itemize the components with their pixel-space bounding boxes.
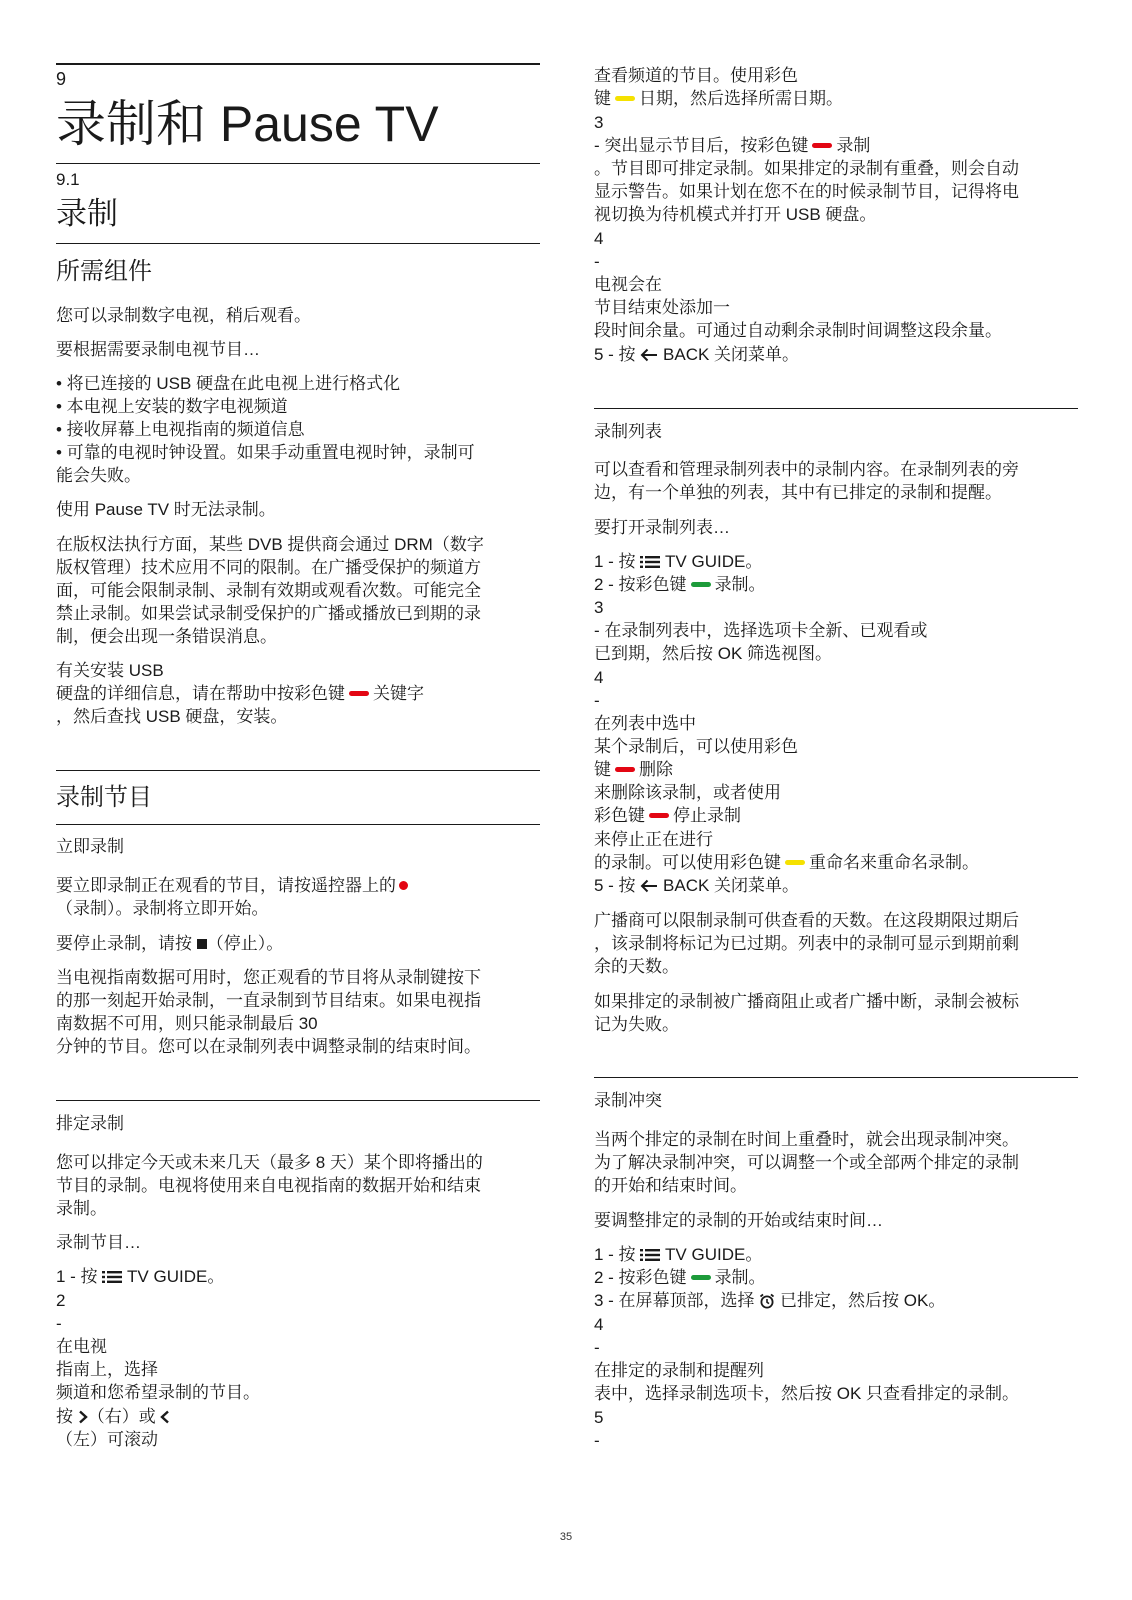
schedule-step-4: 4 [594, 229, 604, 248]
conflict-step-5: 5 [594, 1408, 604, 1427]
list-step-4: 彩色键 停止录制 [594, 806, 741, 825]
tv-guide-icon [640, 1248, 660, 1262]
schedule-step-2: 指南上，选择 [56, 1360, 158, 1379]
conflict-step-4: 表中，选择录制选项卡，然后按 OK 只查看排定的录制。 [594, 1384, 1020, 1403]
schedule-step-4: 电视会在 [594, 275, 662, 294]
subsection-rule [56, 770, 540, 771]
schedule-step-2: 频道和您希望录制的节目。 [56, 1383, 260, 1402]
recordings-list-text: 可以查看和管理录制列表中的录制内容。在录制列表的旁 [594, 460, 1019, 479]
scroll-line: 按 （右）或 [56, 1405, 170, 1429]
subsection-rule [56, 824, 540, 825]
recordings-list-heading: 录制列表 [594, 422, 662, 441]
guide-data-line: 的那一刻起开始录制，一直录制到节目结束。如果电视指 [56, 991, 481, 1010]
list-step-4: 来删除该录制，或者使用 [594, 783, 781, 802]
schedule-step-4: - [594, 252, 600, 271]
requirement-bullet-cont: 能会失败。 [56, 466, 141, 485]
subsection-rule [56, 243, 540, 244]
guide-data-line: 分钟的节目。您可以在录制列表中调整录制的结束时间。 [56, 1037, 481, 1056]
conflict-step-3: 3 - 在屏幕顶部，选择 已排定，然后按 OK。 [594, 1291, 946, 1310]
conflicts-text: 当两个排定的录制在时间上重叠时，就会出现录制冲突。 [594, 1130, 1019, 1149]
failed-text: 记为失败。 [594, 1015, 679, 1034]
schedule-text-line: 节目的录制。电视将使用来自电视指南的数据开始和结束 [56, 1176, 481, 1195]
schedule-lead: 录制节目… [56, 1233, 141, 1252]
section-number: 9.1 [56, 170, 80, 189]
drm-text-line: 在版权法执行方面，某些 DVB 提供商会通过 DRM（数字 [56, 535, 484, 554]
green-key-icon [691, 582, 711, 587]
list-step-2: 2 - 按彩色键 录制。 [594, 575, 766, 594]
failed-text: 如果排定的录制被广播商阻止或者广播中断，录制会被标 [594, 992, 1019, 1011]
schedule-step-3: 视切换为待机模式并打开 USB 硬盘。 [594, 205, 877, 224]
yellow-key-icon [785, 860, 805, 865]
list-step-3: - 在录制列表中，选择选项卡全新、已观看或 [594, 621, 928, 640]
conflicts-text: 的开始和结束时间。 [594, 1176, 747, 1195]
yellow-key-icon [615, 96, 635, 101]
chapter-number: 9 [56, 69, 67, 89]
schedule-text-line: 录制。 [56, 1199, 107, 1218]
requirement-bullet: • 接收屏幕上电视指南的频道信息 [56, 420, 305, 439]
record-now-line: （录制）。录制将立即开始。 [56, 899, 269, 918]
conflict-step-4: 4 [594, 1315, 604, 1334]
guide-data-line: 南数据不可用，则只能录制最后 30 [56, 1014, 318, 1033]
schedule-step-3: - 突出显示节目后，按彩色键 录制 [594, 136, 871, 155]
conflict-step-2: 2 - 按彩色键 录制。 [594, 1268, 766, 1287]
chevron-right-icon [78, 1410, 88, 1424]
expire-text: ，该录制将标记为已过期。列表中的录制可显示到期前剩 [594, 934, 1019, 953]
subsection-rule [594, 1077, 1078, 1078]
conflict-step-1: 1 - 按 TV GUIDE。 [594, 1245, 763, 1264]
requirement-bullet: • 将已连接的 USB 硬盘在此电视上进行格式化 [56, 374, 401, 393]
drm-text-line: 禁止录制。如果尝试录制受保护的广播或播放已到期的录 [56, 604, 481, 623]
stop-record-line: 要停止录制，请按 （停止）。 [56, 934, 284, 953]
usb-help-line: ，然后查找 USB 硬盘，安装。 [56, 707, 288, 726]
record-program-heading: 录制节目 [56, 784, 152, 811]
drm-text-line: 制，便会出现一条错误消息。 [56, 627, 277, 646]
conflict-step-4: - [594, 1338, 600, 1357]
list-step-4: 的录制。可以使用彩色键 重命名来重命名录制。 [594, 853, 979, 872]
list-step-5: 5 - 按 BACK 关闭菜单。 [594, 876, 800, 895]
requirement-bullet: • 本电视上安装的数字电视频道 [56, 397, 288, 416]
section-rule [56, 163, 540, 164]
schedule-step-4: 节目结束处添加一 [594, 298, 730, 317]
schedule-step-3: 显示警告。如果计划在您不在的时候录制节目，记得将电 [594, 182, 1019, 201]
schedule-step-2-cont: 键 日期，然后选择所需日期。 [594, 89, 843, 108]
conflicts-lead: 要调整排定的录制的开始或结束时间… [594, 1211, 883, 1230]
expire-text: 广播商可以限制录制可供查看的天数。在这段期限过期后 [594, 911, 1019, 930]
green-key-icon [691, 1275, 711, 1280]
schedule-step-2: - [56, 1314, 62, 1333]
list-step-3: 3 [594, 598, 604, 617]
recordings-list-text: 边，有一个单独的列表，其中有已排定的录制和提醒。 [594, 483, 1002, 502]
schedule-step-2: 在电视 [56, 1337, 107, 1356]
subsection-rule [594, 408, 1078, 409]
schedule-step-4: 段时间余量。可通过自动剩余录制时间调整这段余量。 [594, 321, 1002, 340]
red-key-icon [615, 767, 635, 772]
list-step-4: - [594, 691, 600, 710]
red-key-icon [649, 813, 669, 818]
conflict-step-5: - [594, 1431, 600, 1450]
chapter-rule [56, 63, 540, 65]
list-step-4: 某个录制后，可以使用彩色 [594, 737, 798, 756]
list-step-4: 键 删除 [594, 760, 673, 779]
schedule-step-2: 2 [56, 1291, 66, 1310]
alarm-clock-icon [759, 1293, 775, 1309]
stop-icon [197, 939, 207, 949]
schedule-step-3: 3 [594, 113, 604, 132]
list-step-1: 1 - 按 TV GUIDE。 [594, 552, 763, 571]
list-step-3: 已到期，然后按 OK 筛选视图。 [594, 644, 833, 663]
red-key-icon [812, 143, 832, 148]
recordings-list-lead: 要打开录制列表… [594, 518, 730, 537]
guide-data-line: 当电视指南数据可用时，您正观看的节目将从录制键按下 [56, 968, 481, 987]
conflicts-text: 为了解决录制冲突，可以调整一个或全部两个排定的录制 [594, 1153, 1019, 1172]
red-key-icon [349, 691, 369, 696]
usb-help-line: 有关安装 USB [56, 661, 164, 680]
chapter-title: 录制和 Pause TV [56, 96, 439, 152]
section-title: 录制 [56, 196, 118, 231]
requirement-bullet: • 可靠的电视时钟设置。如果手动重置电视时钟，录制可 [56, 443, 475, 462]
back-arrow-icon [640, 879, 658, 893]
chevron-left-icon [160, 1410, 170, 1424]
record-now-line: 要立即录制正在观看的节目，请按遥控器上的 [56, 874, 408, 898]
list-step-4: 来停止正在进行 [594, 830, 713, 849]
schedule-step-5: 5 - 按 BACK 关闭菜单。 [594, 345, 800, 364]
usb-help-line: 硬盘的详细信息，请在帮助中按彩色键 关键字 [56, 684, 424, 703]
requirements-intro: 您可以录制数字电视，稍后观看。 [56, 306, 311, 325]
schedule-step-2-cont: 查看频道的节目。使用彩色 [594, 66, 798, 85]
record-now-heading: 立即录制 [56, 837, 124, 856]
conflicts-heading: 录制冲突 [594, 1091, 662, 1110]
conflict-step-4: 在排定的录制和提醒列 [594, 1361, 764, 1380]
list-step-4: 在列表中选中 [594, 714, 696, 733]
subsection-rule [56, 1100, 540, 1101]
back-arrow-icon [640, 348, 658, 362]
tv-guide-icon [102, 1270, 122, 1284]
list-step-4: 4 [594, 668, 604, 687]
tv-guide-icon [640, 555, 660, 569]
record-dot-icon [399, 881, 408, 890]
scroll-line: （左）可滚动 [56, 1430, 158, 1449]
schedule-step-3: 。节目即可排定录制。如果排定的录制有重叠，则会自动 [594, 159, 1019, 178]
pause-tv-note: 使用 Pause TV 时无法录制。 [56, 500, 276, 519]
page-number: 35 [559, 1531, 573, 1543]
schedule-heading: 排定录制 [56, 1114, 124, 1133]
expire-text: 余的天数。 [594, 957, 679, 976]
requirements-lead: 要根据需要录制电视节目… [56, 340, 260, 359]
schedule-step-1: 1 - 按 TV GUIDE。 [56, 1267, 225, 1286]
drm-text-line: 面，可能会限制录制、录制有效期或观看次数。可能完全 [56, 581, 481, 600]
drm-text-line: 版权管理）技术应用不同的限制。在广播受保护的频道方 [56, 558, 481, 577]
requirements-heading: 所需组件 [56, 258, 152, 285]
schedule-text-line: 您可以排定今天或未来几天（最多 8 天）某个即将播出的 [56, 1153, 483, 1172]
